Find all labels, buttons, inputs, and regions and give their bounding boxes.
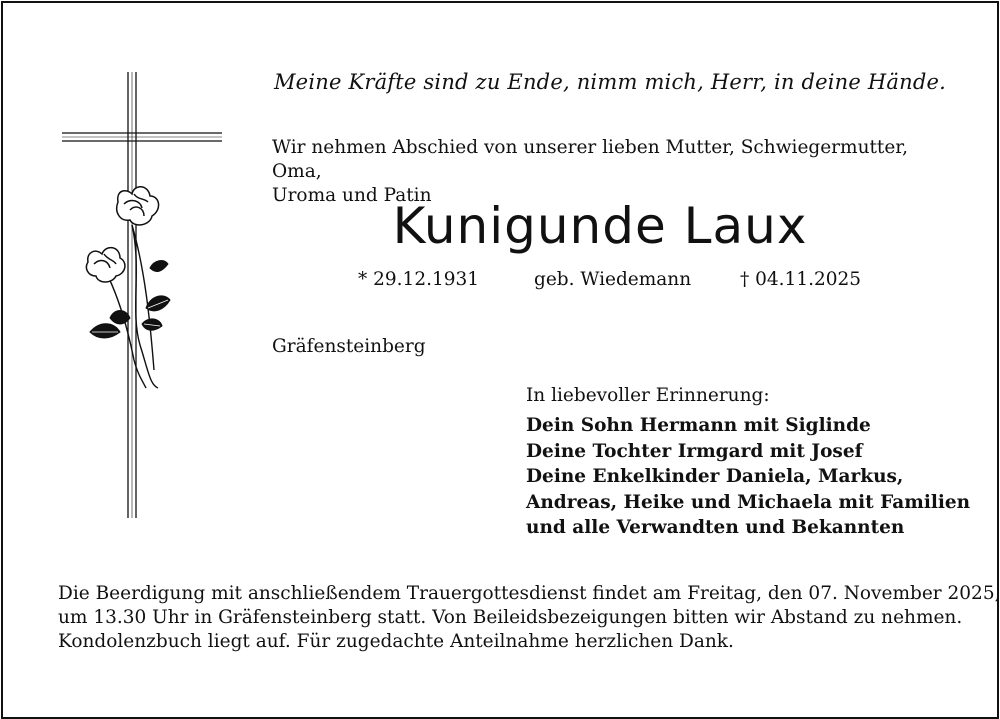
- birth-date: * 29.12.1931: [358, 269, 480, 290]
- intro-line: Wir nehmen Abschied von unserer lieben Mutter, Schwiegermutter, Oma,: [272, 137, 908, 182]
- mourner-line: Dein Sohn Hermann mit Siglinde: [526, 415, 871, 436]
- hometown: Gräfensteinberg: [272, 336, 426, 357]
- mourner-line: Deine Tochter Irmgard mit Josef: [526, 440, 863, 462]
- mourner-line: Deine Enkelkinder Daniela, Markus,: [526, 466, 904, 487]
- mourners-list: [526, 413, 971, 541]
- footer-line: Kondolenzbuch liegt auf. Für zugedachte Anteilnahme herzlichen Dank.: [58, 631, 734, 652]
- footer-line: Die Beerdigung mit anschließendem Trauergottesdienst findet am Freitag, den 07. November 2025,: [58, 583, 1000, 604]
- mourner-line: und alle Verwandten und Bekannten: [526, 517, 905, 538]
- deceased-name: Kunigunde Laux: [392, 197, 808, 255]
- intro-line: Uroma und Patin: [272, 185, 432, 206]
- bible-verse: Meine Kräfte sind zu Ende, nimm mich, Herr, in deine Hände.: [273, 70, 947, 94]
- death-date: † 04.11.2025: [740, 269, 862, 290]
- footer-line: um 13.30 Uhr in Gräfensteinberg statt. Von Beileidsbezeigungen bitten wir Abstand zu nehmen.: [58, 607, 963, 628]
- memory-heading: In liebevoller Erinnerung:: [526, 385, 770, 406]
- maiden-name: geb. Wiedemann: [534, 269, 692, 290]
- cross-with-rose-icon: [50, 70, 230, 520]
- funeral-details: [58, 582, 1000, 654]
- mourner-line: Andreas, Heike und Michaela mit Familien: [526, 491, 971, 513]
